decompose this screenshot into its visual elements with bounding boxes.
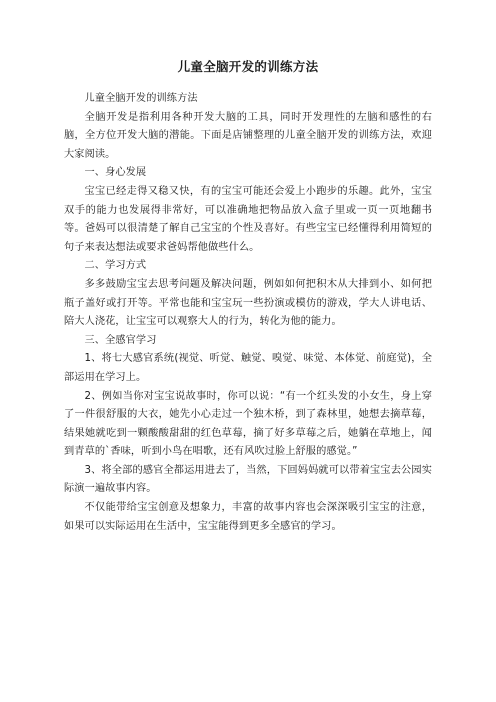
paragraph-learning: 多多鼓励宝宝去思考问题及解决问题，例如如何把积木从大排到小、如何把瓶子盖好或打开等。平常也能和宝宝玩一些扮演或模仿的游戏，学大人讲电话、陪大人浇花，让宝宝可以观察大人的行为，转化为他的能力。 [64, 278, 432, 328]
document-title: 儿童全脑开发的训练方法 [177, 59, 319, 74]
section-heading-2: 二、学习方式 [84, 260, 147, 272]
document-page [64, 58, 432, 536]
paragraph-development: 宝宝已经走得又稳又快，有的宝宝可能还会爱上小跑步的乐趣。此外，宝宝双手的能力也发展得非常好，可以准确地把物品放入盒子里或一页一页地翻书等。爸妈可以很清楚了解自己宝宝的个性及喜好。有些宝宝已经懂得利用简短的句子来表达想法或要求爸妈帮他做些什么。 [64, 185, 432, 253]
paragraph-item-2: 2、例如当你对宝宝说故事时，你可以说：“有一个红头发的小女生，身上穿了一件很舒服的大衣，她先小心走过一个独木桥，到了森林里，她想去摘草莓，结果她就吃到一颗酸酸甜甜的红色草莓，摘了好多草莓之后，她躺在草地上，闻到青草的`香味，听到小鸟在唱歌，还有风吹过脸上舒服的感觉。” [64, 390, 432, 458]
paragraph-subtitle: 儿童全脑开发的训练方法 [84, 93, 198, 104]
paragraph-item-3: 3、将全部的感官全都运用进去了，当然，下回妈妈就可以带着宝宝去公园实际演一遍故事内容。 [64, 464, 432, 495]
section-heading-1: 一、身心发展 [84, 167, 147, 179]
paragraph-conclusion: 不仅能带给宝宝创意及想象力，丰富的故事内容也会深深吸引宝宝的注意，如果可以实际运用在生活中，宝宝能得到更多全感官的学习。 [64, 502, 432, 532]
section-heading-3: 三、全感官学习 [84, 334, 157, 346]
paragraph-intro: 全脑开发是指利用各种开发大脑的工具，同时开发理性的左脑和感性的右脑，全方位开发大脑的潜能。下面是店铺整理的儿童全脑开发的训练方法，欢迎大家阅读。 [64, 111, 432, 160]
paragraph-item-1: 1、将七大感官系统(视觉、听觉、触觉、嗅觉、味觉、本体觉、前庭觉)，全部运用在学习上。 [64, 353, 432, 383]
